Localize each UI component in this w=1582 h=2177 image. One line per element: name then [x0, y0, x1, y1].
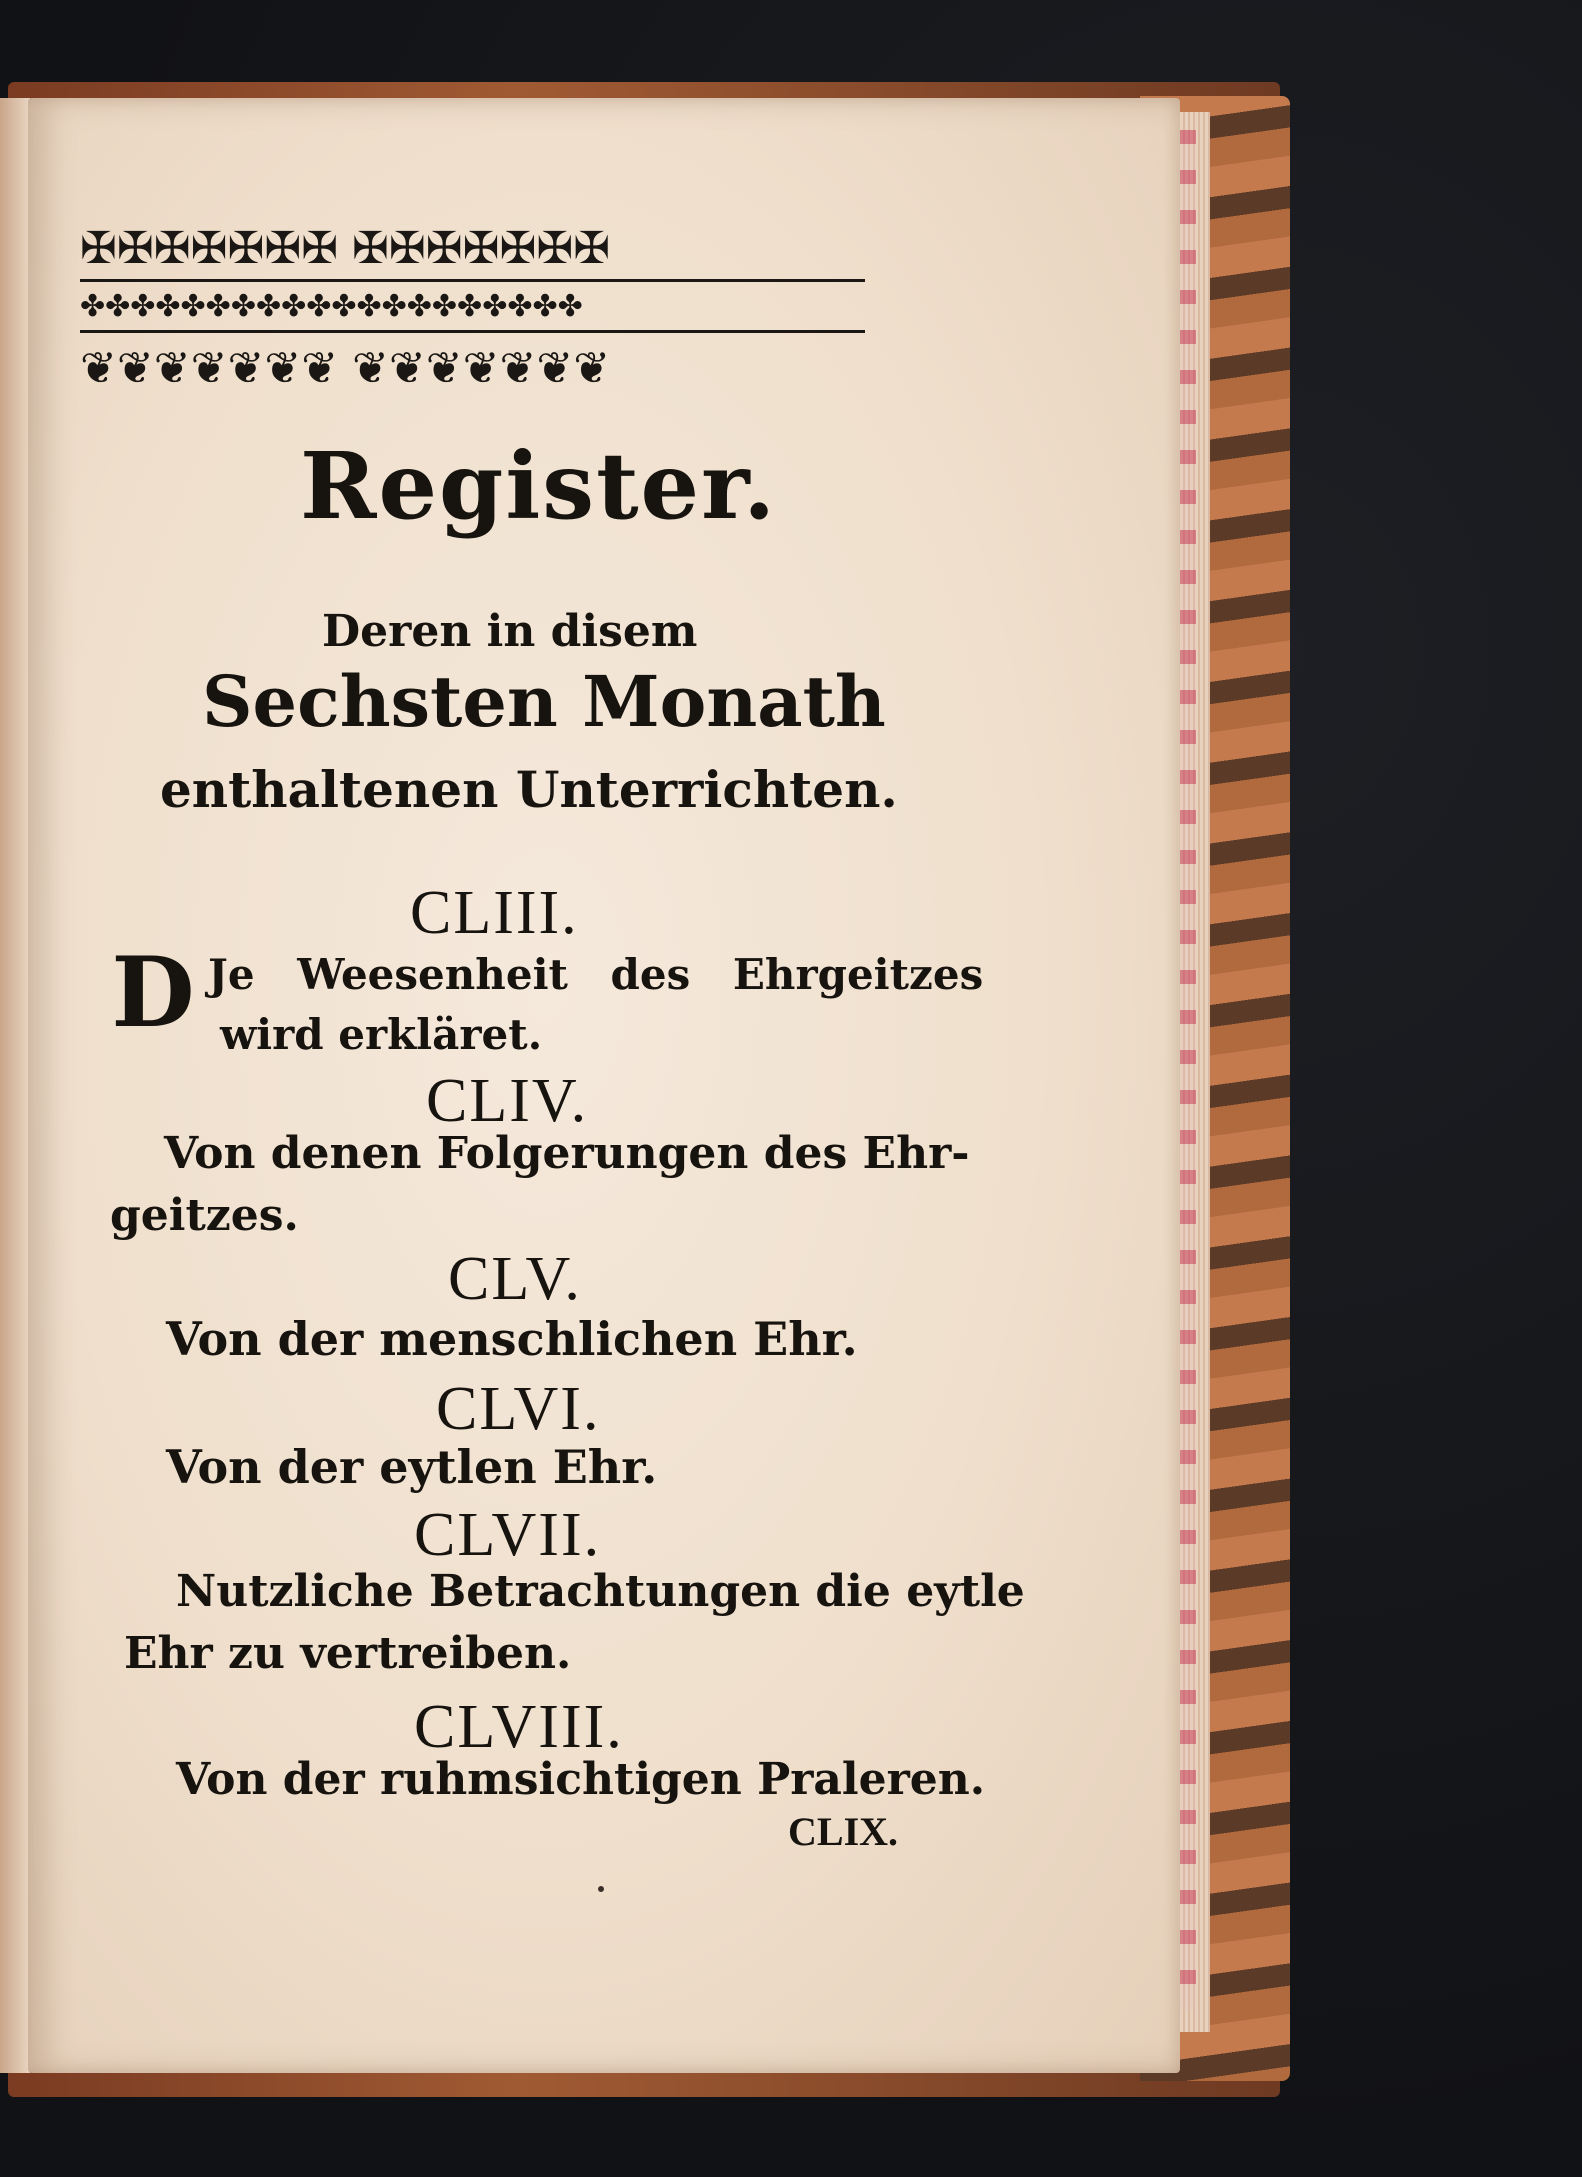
subtitle-line: Sechsten Monath — [202, 660, 886, 743]
entry-text: Nutzliche Betrachtungen die eytle — [176, 1566, 1025, 1617]
entry-text: Von der eytlen Ehr. — [166, 1440, 658, 1494]
entry-text: Je Weesenheit des Ehrgeitzes — [208, 950, 984, 999]
ink-spot — [598, 1886, 604, 1892]
ornament-row-middle: ✤✤✤✤✤✤✤✤✤✤✤✤✤✤✤✤✤✤✤✤ — [80, 288, 583, 324]
entry-number: CLIII. — [410, 879, 579, 947]
entry-text: wird erkläret. — [220, 1010, 543, 1059]
entry-text: Von der menschlichen Ehr. — [166, 1312, 858, 1366]
entry-number: CLVIII. — [414, 1693, 624, 1761]
ornament-row-top: ✠✠✠✠✠✠✠ ✠✠✠✠✠✠✠ — [80, 222, 611, 274]
subtitle-line: enthaltenen Unterrichten. — [160, 760, 898, 819]
entry-number: CLIV. — [426, 1067, 589, 1135]
page-gutter — [0, 98, 30, 2073]
entry-text: Ehr zu vertreiben. — [124, 1628, 572, 1679]
entry-text: Von denen Folgerungen des Ehr- — [164, 1128, 970, 1179]
entry-number: CLV. — [448, 1245, 582, 1313]
page-title: Register. — [300, 432, 778, 540]
drop-cap: D — [111, 936, 195, 1049]
catchword: CLIX. — [788, 1809, 899, 1854]
entry-text: geitzes. — [110, 1190, 299, 1241]
subtitle-line: Deren in disem — [322, 606, 698, 657]
entry-number: CLVI. — [436, 1375, 601, 1443]
ornament-rule — [80, 279, 865, 282]
ornament-rule — [80, 330, 865, 333]
entry-number: CLVII. — [414, 1501, 602, 1569]
entry-text: Von der ruhmsichtigen Praleren. — [176, 1754, 986, 1805]
ornament-row-bottom: ❦❦❦❦❦❦❦ ❦❦❦❦❦❦❦ — [80, 342, 611, 394]
